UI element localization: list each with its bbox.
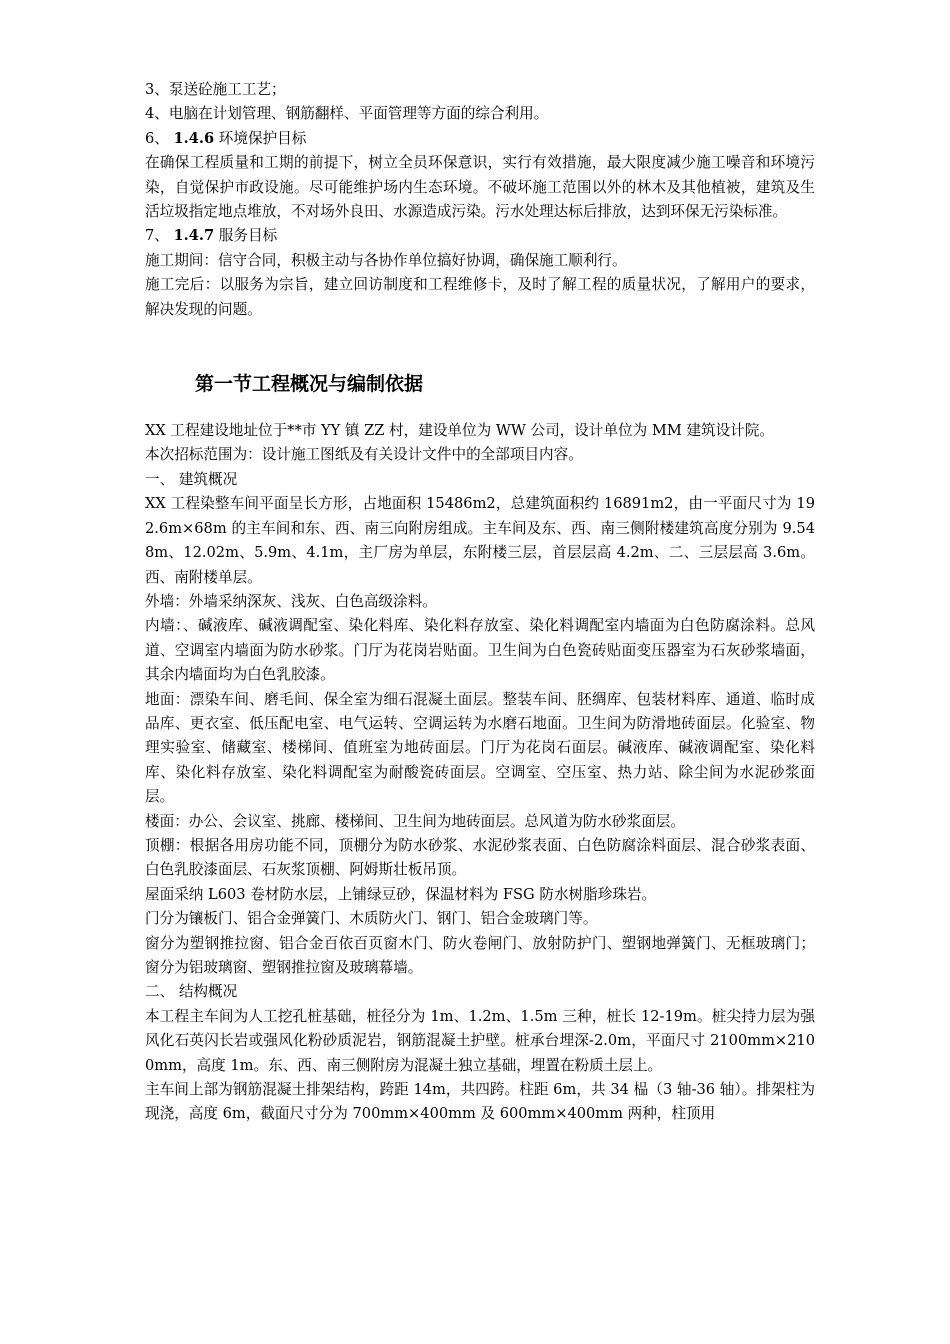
service-during-paragraph: 施工期间：信守合同，积极主动与各协作单位搞好协调，确保施工顺利行。 (145, 251, 627, 269)
floor-paragraph: 地面：漂染车间、磨毛间、保全室为细石混凝土面层。整装车间、胚绸库、包装材料库、通道、临时成品库、更衣室、低压配电室、电气运转、空调运转为水磨石地面。卫生间为防滑地砖面层。化验室、物理实验室、储藏室、楼梯间、值班室为地砖面层。门厅为花岗石面层。碱液库、碱液调配室、染化料库、染化料存放室、染化料调配室为耐酸瓷砖面层。空调室、空压室、热力站、除尘间为水泥砂浆面层。 (145, 690, 815, 806)
section-heading: 第一节工程概况与编制依据 (195, 373, 424, 396)
section-title-text: 环境保护目标 (214, 129, 307, 147)
roof-paragraph: 屋面采纳 L603 卷材防水层，上铺绿豆砂，保温材料为 FSG 防水树脂珍珠岩。 (145, 885, 657, 903)
upper-floor-paragraph: 楼面：办公、会议室、挑廊、楼梯间、卫生间为地砖面层。总风道为防水砂浆面层。 (145, 812, 685, 830)
section-prefix: 7、 (145, 227, 174, 245)
door-paragraph: 门分为镶板门、铝合金弹簧门、木质防火门、钢门、铝合金玻璃门等。 (145, 910, 598, 928)
section-title-text: 服务目标 (214, 227, 278, 245)
foundation-paragraph: 本工程主车间为人工挖孔桩基础，桩径分为 1m、1.2m、1.5m 三种，桩长 12-19m。桩尖持力层为强风化石英闪长岩或强风化粉砂质泥岩，钢筋混凝土护壁。桩承台埋深-2.0m，平面尺寸 2100mm×2100mm，高度 1m。东、西、南三侧附房为混凝土独立基础，埋置在粉质土层上。 (145, 1007, 815, 1074)
structure-overview-title: 二、 结构概况 (145, 983, 238, 1001)
section-number: 1.4.7 (173, 227, 215, 245)
superstructure-paragraph: 主车间上部为钢筋混凝土排架结构，跨距 14m，共四跨。柱距 6m，共 34 榀（3 轴-36 轴）。排架柱为现浇，高度 6m，截面尺寸分为 700mm×400mm 及 600mm×400mm 两种，柱顶用 (145, 1081, 815, 1123)
document-content (145, 78, 815, 1127)
list-item-4: 4、电脑在计划管理、钢筋翻样、平面管理等方面的综合利用。 (145, 105, 549, 123)
section-prefix: 6、 (145, 129, 174, 147)
list-item-3: 3、泵送砼施工工艺； (145, 81, 286, 98)
ceiling-paragraph: 顶棚：根据各用房功能不同，顶棚分为防水砂浆、水泥砂浆表面、白色防腐涂料面层、混合砂浆表面、白色乳胶漆面层、石灰浆顶棚、阿姆斯壮板吊顶。 (145, 836, 815, 879)
project-location-paragraph: XX 工程建设地址位于**市 YY 镇 ZZ 村，建设单位为 WW 公司，设计单位为 MM 建筑设计院。 (145, 422, 774, 440)
architecture-paragraph: XX 工程染整车间平面呈长方形，占地面积 15486m2，总建筑面积约 16891m2，由一平面尺寸为 192.6m×68m 的主车间和东、西、南三向附房组成。主车间及东、西、南三侧附楼建筑高度分别为 9.548m、12.02m、5.9m、4.1m，主厂房为单层，东附楼三层，首层层高 4.2m、二、三层层高 3.6m。西、南附楼单层。 (145, 495, 815, 586)
architecture-overview-title: 一、 建筑概况 (145, 470, 238, 488)
tender-scope-paragraph: 本次招标范围为：设计施工图纸及有关设计文件中的全部项目内容。 (145, 446, 583, 464)
section-number: 1.4.6 (173, 129, 215, 147)
service-after-paragraph: 施工完后：以服务为宗旨，建立回访制度和工程维修卡，及时了解工程的质量状况，了解用户的要求，解决发现的问题。 (145, 276, 815, 318)
exterior-wall-paragraph: 外墙：外墙采纳深灰、浅灰、白色高级涂料。 (145, 592, 437, 610)
environment-paragraph: 在确保工程质量和工期的前提下，树立全员环保意识，实行有效措施，最大限度减少施工噪音和环境污染，自觉保护市政设施。尽可能维护场内生态环境。不破坏施工范围以外的林木及其他植被，建筑及生活垃圾指定地点堆放，不对场外良田、水源造成污染。污水处理达标后排放，达到环保无污染标准。 (145, 154, 815, 221)
window-paragraph: 窗分为塑钢推拉窗、铝合金百依百页窗木门、防火卷闸门、放射防护门、塑钢地弹簧门、无框玻璃门；窗分为铝玻璃窗、塑钢推拉窗及玻璃幕墙。 (145, 934, 815, 976)
section-1-4-6-title (145, 127, 815, 151)
interior-wall-paragraph: 内墙：、碱液库、碱液调配室、染化料库、染化料存放室、染化料调配室内墙面为白色防腐涂料。总风道、空调室内墙面为防水砂浆。门厅为花岗岩贴面。卫生间为白色瓷砖贴面变压器室为石灰砂浆墙面，其余内墙面均为白色乳胶漆。 (145, 617, 815, 684)
section-1-4-7-title (145, 224, 815, 248)
